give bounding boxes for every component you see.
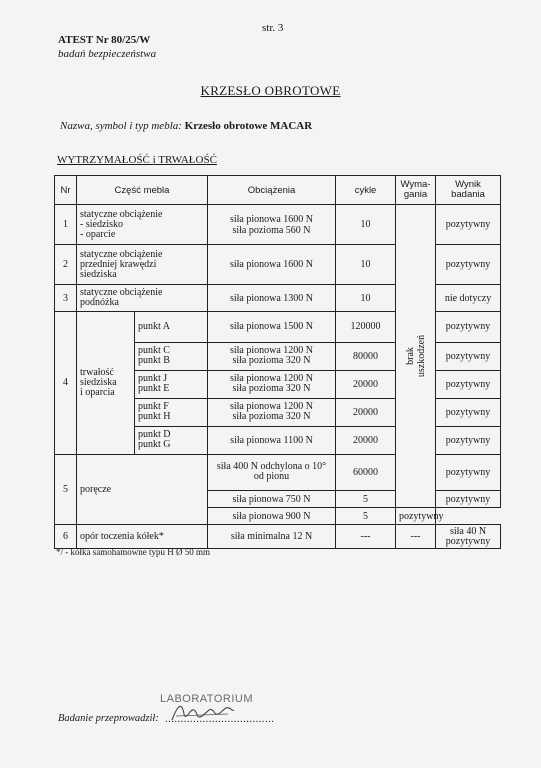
cell-part: statyczne obciążenie - siedzisko - oparcie xyxy=(77,205,208,245)
header-cycles: cykle xyxy=(336,176,396,205)
cell-result: pozytywny xyxy=(436,426,501,454)
cell-nr: 2 xyxy=(55,245,77,285)
cell-nr: 4 xyxy=(55,312,77,455)
cell-nr: 3 xyxy=(55,285,77,312)
cell-cycles: 20000 xyxy=(336,426,396,454)
cell-load: siła pionowa 900 N xyxy=(208,508,336,525)
cell-part: poręcze xyxy=(77,454,208,525)
cell-cycles: 120000 xyxy=(336,312,396,343)
cell-load: siła pionowa 1600 N xyxy=(208,245,336,285)
header-requirements: Wyma- gania xyxy=(396,176,436,205)
furniture-name-value: Krzesło obrotowe MACAR xyxy=(184,120,313,132)
furniture-name-line xyxy=(60,120,312,132)
header-nr: Nr xyxy=(55,176,77,205)
cell-nr: 5 xyxy=(55,454,77,525)
cell-load: siła pionowa 1600 N siła pozioma 560 N xyxy=(208,205,336,245)
cell-result: pozytywny xyxy=(396,508,436,525)
header-part: Część mebla xyxy=(77,176,208,205)
cell-nr: 6 xyxy=(55,525,77,549)
cell-point: punkt F punkt H xyxy=(135,398,208,426)
cell-load: siła 400 N odchylona o 10° od pionu xyxy=(208,454,336,491)
cell-cycles: 20000 xyxy=(336,398,396,426)
cell-cycles: 5 xyxy=(336,508,396,525)
cell-cycles: --- xyxy=(336,525,396,549)
cell-result: siła 40 N pozytywny xyxy=(436,525,501,549)
cell-load: siła pionowa 1100 N xyxy=(208,426,336,454)
cell-result: pozytywny xyxy=(436,245,501,285)
header-load: Obciążenia xyxy=(208,176,336,205)
cell-point: punkt J punkt E xyxy=(135,370,208,398)
document-title: KRZESŁO OBROTOWE xyxy=(200,83,341,98)
cell-result: pozytywny xyxy=(436,454,501,491)
header-result: Wynik badania xyxy=(436,176,501,205)
cell-part: trwałość siedziska i oparcia xyxy=(77,312,135,455)
table-row xyxy=(55,525,501,549)
cell-result: nie dotyczy xyxy=(436,285,501,312)
cell-point: punkt A xyxy=(135,312,208,343)
cell-cycles: 5 xyxy=(336,491,396,508)
cell-result: pozytywny xyxy=(436,370,501,398)
laboratory-stamp: LABORATORIUM xyxy=(160,693,253,705)
cell-result: pozytywny xyxy=(436,342,501,370)
cell-nr: 1 xyxy=(55,205,77,245)
cell-result: pozytywny xyxy=(436,491,501,508)
section-heading: WYTRZYMAŁOŚĆ i TRWAŁOŚĆ xyxy=(57,154,217,166)
cell-cycles: 20000 xyxy=(336,370,396,398)
cell-part: statyczne obciążenie przedniej krawędzi siedziska xyxy=(77,245,208,285)
handwritten-signature xyxy=(168,698,238,726)
cell-cycles: 10 xyxy=(336,285,396,312)
results-table xyxy=(54,175,501,549)
cell-point: punkt D punkt G xyxy=(135,426,208,454)
cell-load: siła pionowa 1200 N siła pozioma 320 N xyxy=(208,342,336,370)
cell-load: siła pionowa 1200 N siła pozioma 320 N xyxy=(208,370,336,398)
cell-requirements: --- xyxy=(396,525,436,549)
cell-point: punkt C punkt B xyxy=(135,342,208,370)
furniture-name-label: Nazwa, symbol i typ mebla: xyxy=(60,120,182,132)
cell-requirements-merged xyxy=(396,205,436,508)
cell-cycles: 10 xyxy=(336,205,396,245)
page-number: str. 3 xyxy=(262,22,284,34)
certificate-number: ATEST Nr 80/25/W xyxy=(58,34,151,46)
table-header-row xyxy=(55,176,501,205)
cell-load: siła pionowa 1200 N siła pozioma 320 N xyxy=(208,398,336,426)
cell-load: siła pionowa 750 N xyxy=(208,491,336,508)
table-row xyxy=(55,205,501,245)
cell-cycles: 60000 xyxy=(336,454,396,491)
cell-cycles: 10 xyxy=(336,245,396,285)
cell-load: siła minimalna 12 N xyxy=(208,525,336,549)
cell-load: siła pionowa 1300 N xyxy=(208,285,336,312)
signature-line: ................................... xyxy=(165,714,275,725)
signer-label: Badanie przeprowadził: xyxy=(58,713,159,724)
cell-result: pozytywny xyxy=(436,205,501,245)
cell-load: siła pionowa 1500 N xyxy=(208,312,336,343)
certificate-subtitle: badań bezpieczeństwa xyxy=(58,48,157,60)
cell-part: opór toczenia kółek* xyxy=(77,525,208,549)
cell-result: pozytywny xyxy=(436,398,501,426)
cell-result: pozytywny xyxy=(436,312,501,343)
footnote: */ - kółka samohamowne typu H Ø 50 mm xyxy=(56,547,210,557)
cell-cycles: 80000 xyxy=(336,342,396,370)
requirements-vertical-text: brak uszkodzeń xyxy=(404,334,427,378)
cell-part: statyczne obciążenie podnóżka xyxy=(77,285,208,312)
